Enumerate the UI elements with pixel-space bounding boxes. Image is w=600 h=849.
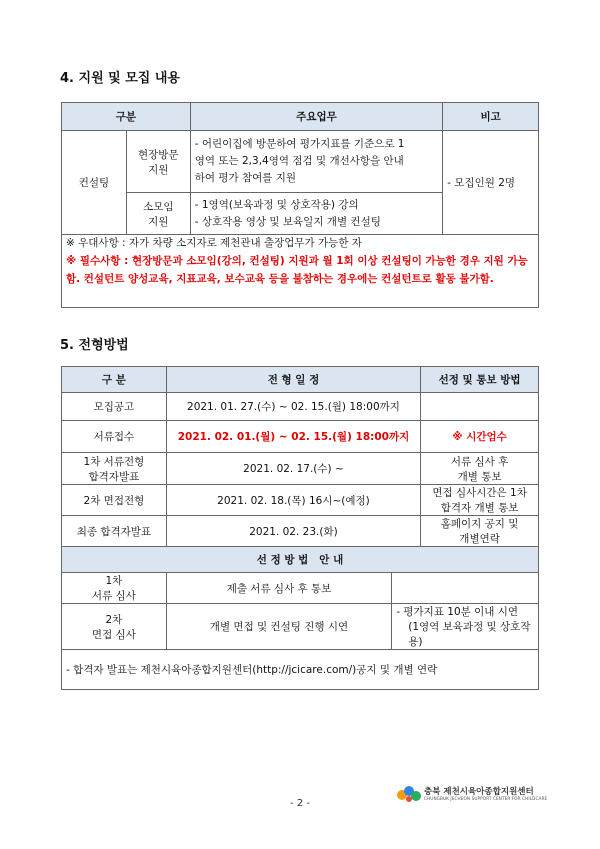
row-method bbox=[421, 393, 539, 421]
guide-label: 1차 서류 심사 bbox=[62, 573, 167, 604]
preference-note: ※ 우대사항 : 자가 차량 소지자로 제천관내 출장업무가 가능한 자 bbox=[66, 237, 362, 249]
notes-cell bbox=[62, 235, 539, 308]
row-label: 2차 면접전형 bbox=[62, 485, 167, 516]
row-label: 서류접수 bbox=[62, 421, 167, 453]
guide-desc: 제출 서류 심사 후 통보 bbox=[166, 573, 391, 604]
header-duty: 주요업무 bbox=[190, 103, 442, 131]
duty-field-visit: - 어린이집에 방문하여 평가지표를 기준으로 1 영역 또는 2,3,4영역 점검 및 개선사항을 안내 하여 평가 참여를 지원 bbox=[190, 131, 442, 193]
row-label: 1차 서류전형 합격자발표 bbox=[62, 453, 167, 485]
header-schedule: 전 형 일 정 bbox=[166, 367, 420, 393]
requirement-note: ※ 필수사항 : 현장방문과 소모임(강의, 컨설팅) 지원과 월 1회 이상 컨설팅이 가능한 경우 지원 가능함. 컨설턴트 양성교육, 지표교육, 보수교육 등을 불참하는 경우에는 컨설턴트로 활동 불가함. bbox=[66, 255, 528, 285]
section4-title: 4. 지원 및 모집 내용 bbox=[60, 71, 180, 86]
row-schedule: 2021. 02. 18.(목) 16시~(예정) bbox=[166, 485, 420, 516]
row-method: 서류 심사 후 개별 통보 bbox=[421, 453, 539, 485]
guide-label: 2차 면접 심사 bbox=[62, 604, 167, 650]
org-name: 충북 제천시육아종합지원센터 bbox=[424, 787, 534, 797]
duty-small-group: - 1영역(보육과정 및 상호작용) 강의 - 상호작용 영상 및 보육일지 개별 컨설팅 bbox=[190, 193, 442, 235]
guide-header: 선 정 방 법 안 내 bbox=[62, 547, 539, 573]
page-number: - 2 - bbox=[290, 798, 310, 809]
row-schedule: 2021. 02. 17.(수) ~ bbox=[166, 453, 420, 485]
type-field-visit: 현장방문 지원 bbox=[126, 131, 190, 193]
remark-cell: - 모집인원 2명 bbox=[443, 131, 539, 235]
notice-cell: - 합격자 발표는 제천시육아종합지원센터(http://jcicare.com/)공지 및 개별 연락 bbox=[62, 650, 539, 690]
header-category: 구분 bbox=[62, 103, 191, 131]
row-label: 모집공고 bbox=[62, 393, 167, 421]
selection-table bbox=[61, 366, 539, 690]
row-schedule: 2021. 02. 01.(월) ~ 02. 15.(월) 18:00까지 bbox=[166, 421, 420, 453]
row-method: ※ 시간엄수 bbox=[421, 421, 539, 453]
guide-extra bbox=[392, 573, 539, 604]
header-label: 구 분 bbox=[62, 367, 167, 393]
guide-desc: 개별 면접 및 컨설팅 진행 시연 bbox=[166, 604, 391, 650]
row-schedule: 2021. 01. 27.(수) ~ 02. 15.(월) 18:00까지 bbox=[166, 393, 420, 421]
org-subtitle: CHUNGBUK JECHEON SUPPORT CENTER FOR CHILDCARE bbox=[424, 796, 548, 801]
type-small-group: 소모임 지원 bbox=[126, 193, 190, 235]
support-table bbox=[61, 102, 539, 308]
category-cell: 컨설팅 bbox=[62, 131, 127, 235]
row-method: 면접 심사시간은 1차 합격자 개별 통보 bbox=[421, 485, 539, 516]
row-label: 최종 합격자발표 bbox=[62, 516, 167, 547]
header-method: 선정 및 통보 방법 bbox=[421, 367, 539, 393]
section5-title: 5. 전형방법 bbox=[60, 338, 129, 353]
header-remark: 비고 bbox=[443, 103, 539, 131]
row-schedule: 2021. 02. 23.(화) bbox=[166, 516, 420, 547]
row-method: 홈페이지 공지 및 개별연락 bbox=[421, 516, 539, 547]
guide-extra: - 평가지표 10분 이내 시연 (1영역 보육과정 및 상호작용) bbox=[392, 604, 539, 650]
